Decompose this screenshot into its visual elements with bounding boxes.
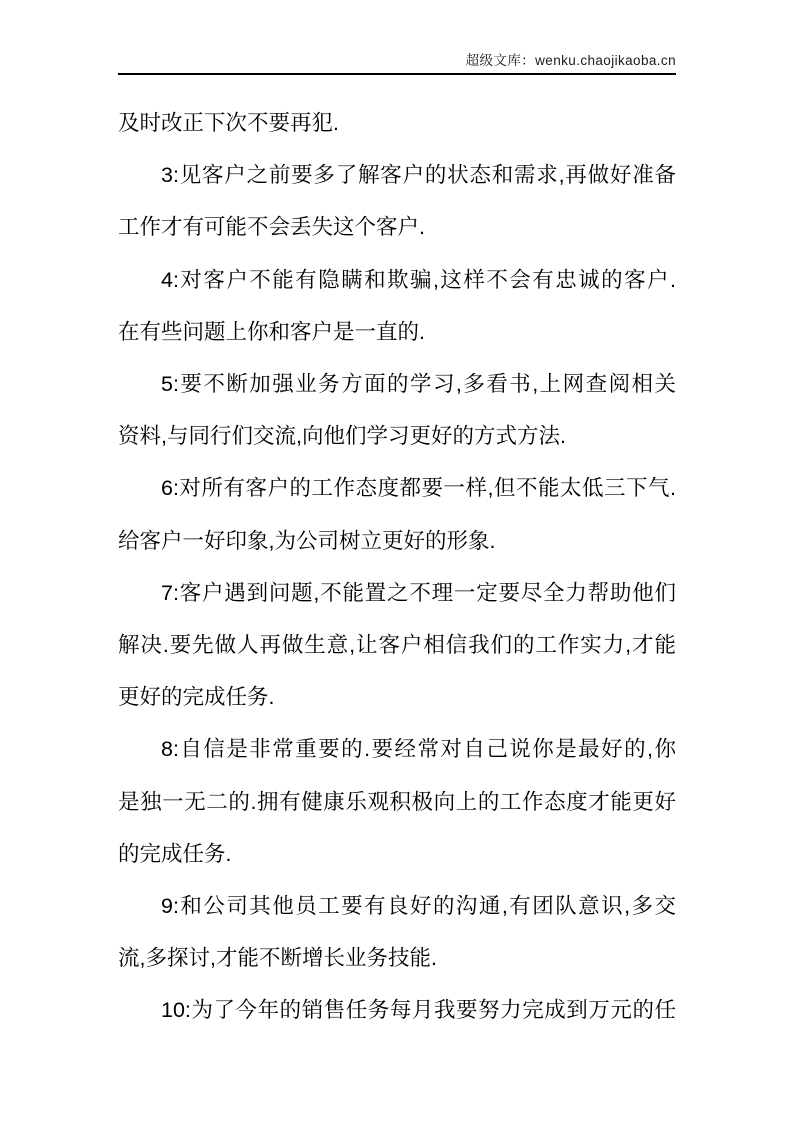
header-rule [118,73,676,75]
text-line: 及时改正下次不要再犯. [118,111,339,135]
paragraph [118,254,676,358]
paragraph [118,149,676,253]
text-line: 的完成任务. [118,841,232,866]
site-watermark: 超级文库：wenku.chaojikaoba.cn [465,53,676,68]
paragraph [118,97,676,149]
text-line: 5:要不断加强业务方面的学习,多看书,上网查阅相关 [161,372,676,397]
document-body [118,97,676,1037]
text-line: 6:对所有客户的工作态度都要一样,但不能太低三下气. [161,476,676,501]
text-line: 4:对客户不能有隐瞒和欺骗,这样不会有忠诚的客户. [161,267,676,292]
paragraph [118,984,676,1036]
text-line: 流,多探讨,才能不断增长业务技能. [118,946,437,971]
text-line: 资料,与同行们交流,向他们学习更好的方式方法. [118,424,566,449]
text-line: 10:为了今年的销售任务每月我要努力完成到万元的任 [161,998,676,1023]
text-line: 在有些问题上你和客户是一直的. [118,319,425,344]
text-line: 解决.要先做人再做生意,让客户相信我们的工作实力,才能 [118,633,676,658]
text-line: 7:客户遇到问题,不能置之不理一定要尽全力帮助他们 [161,580,676,605]
text-line: 工作才有可能不会丢失这个客户. [118,215,425,240]
text-line: 给客户一好印象,为公司树立更好的形象. [118,528,496,553]
text-line: 更好的完成任务. [118,685,275,710]
text-line: 3:见客户之前要多了解客户的状态和需求,再做好准备 [161,163,676,188]
paragraph [118,723,676,880]
paragraph [118,880,676,984]
paragraph [118,567,676,724]
text-line: 8:自信是非常重要的.要经常对自己说你是最好的,你 [161,737,676,762]
text-line: 是独一无二的.拥有健康乐观积极向上的工作态度才能更好 [118,789,676,814]
page-header [118,0,676,75]
paragraph [118,358,676,462]
paragraph [118,462,676,566]
text-line: 9:和公司其他员工要有良好的沟通,有团队意识,多交 [161,894,676,919]
